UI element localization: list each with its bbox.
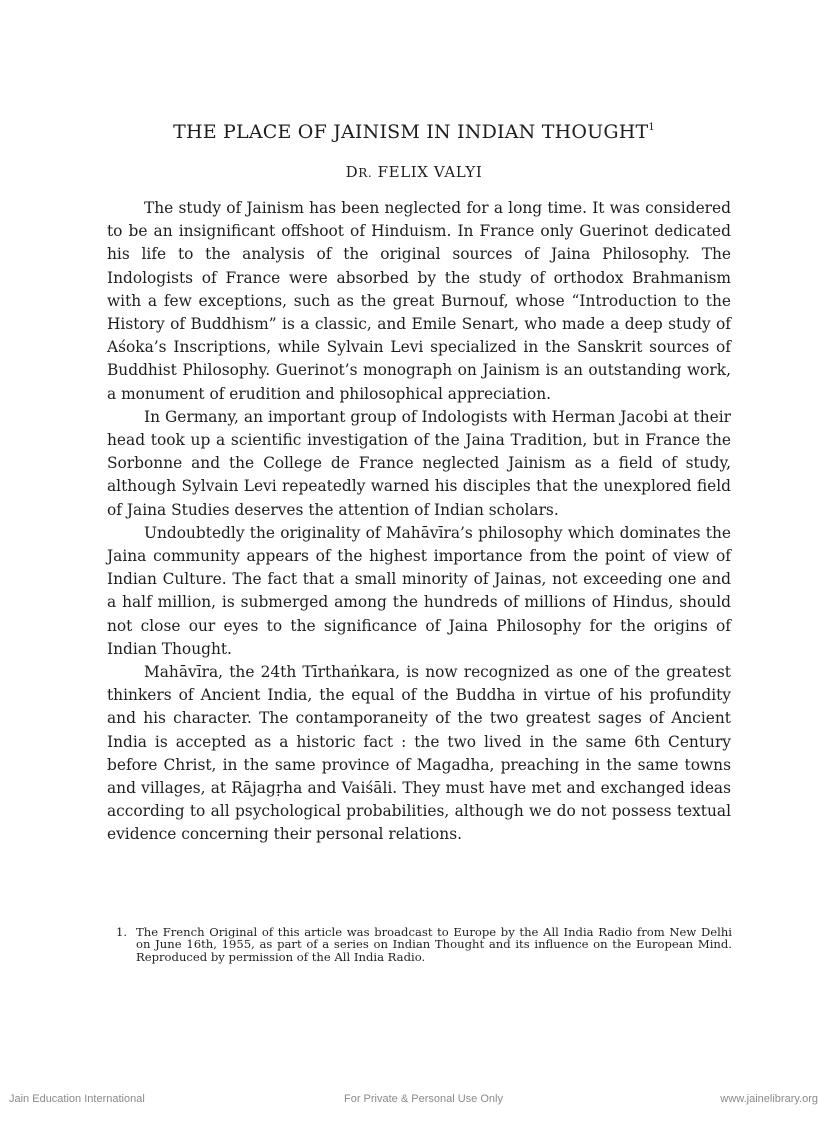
footer-left-text: Jain Education International (9, 1093, 145, 1105)
article-title (0, 121, 828, 143)
paragraph-2: In Germany, an important group of Indologists with Herman Jacobi at their head took up a scientific investigation of the Jaina Tradition, but in France the Sorbonne and the College de France neglected Jainism as a field of study, although Sylvain Levi repeatedly warned his disciples that the unexplored field of Jaina Studies deserves the attention of Indian scholars. (107, 407, 731, 519)
paragraph-3: Undoubtedly the originality of Mahāvīra’s philosophy which dominates the Jaina community appears of the highest importance from the point of view of Indian Culture. The fact that a small minority of Jainas, not exceeding one and a half million, is submerged among the hundreds of millions of Hindus, should not close our eyes to the significance of Jaina Philosophy for the origins of Indian Thought. (107, 523, 731, 658)
footnote (116, 926, 732, 963)
paragraph-4: Mahāvīra, the 24th Tīrthaṅkara, is now recognized as one of the greatest thinkers of Ancient India, the equal of the Buddha in virtue of his profundity and his character. The contamporaneity of the two greatest sages of Ancient India is accepted as a historic fact : the two lived in the same 6th Century before Christ, in the same province of Magadha, preaching in the same towns and villages, at Rājagṛha and Vaiśāli. They must have met and exchanged ideas according to all psychological probabilities, although we do not possess textual evidence concerning their personal relations. (107, 663, 731, 844)
footnote-number: 1. (116, 925, 128, 939)
author-prefix-initial: D (345, 163, 359, 181)
footer-center-text: For Private & Personal Use Only (344, 1093, 503, 1105)
footer-website-link[interactable]: www.jainelibrary.org (720, 1093, 818, 1105)
author-line (0, 163, 828, 181)
article-title-text: THE PLACE OF JAINISM IN INDIAN THOUGHT (173, 121, 649, 143)
title-footnote-ref: 1 (648, 122, 655, 133)
article-body (107, 197, 731, 847)
paragraph-1: The study of Jainism has been neglected for a long time. It was considered to be an insignificant offshoot of Hinduism. In France only Guerinot dedicated his life to the analysis of the original sources of Jaina Philosophy. The Indologists of France were absorbed by the study of orthodox Brahmanism with a few exceptions, such as the great Burnouf, whose “Introduction to the History of Buddhism” is a classic, and Emile Senart, who made a deep study of Aśoka’s Inscriptions, while Sylvain Levi specialized in the Sanskrit sources of Buddhist Philosophy. Guerinot’s monograph on Jainism is an outstanding work, a monument of erudition and philosophical appreciation. (107, 199, 731, 403)
author-prefix-rest: R. (358, 166, 373, 180)
footnote-text: The French Original of this article was broadcast to Europe by the All India Radio from New Delhi on June 16th, 1955, as part of a series on Indian Thought and its influence on the European Mind. Reproduced by permission of the All India Radio. (136, 925, 732, 964)
author-name: FELIX VALYI (377, 163, 483, 181)
